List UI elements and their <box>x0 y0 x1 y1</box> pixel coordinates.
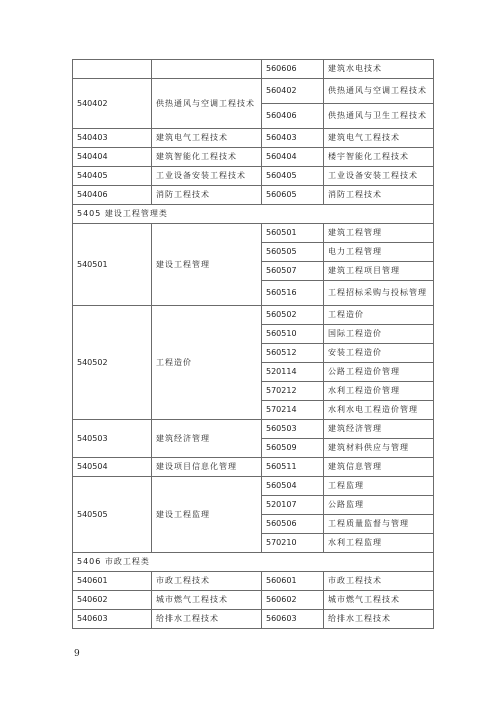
vocational-code-cell: 560403 <box>262 129 324 148</box>
category-row <box>73 205 434 224</box>
table-row <box>73 148 434 167</box>
vocational-code-cell: 570214 <box>262 401 324 420</box>
higher-name-cell: 工程造价 <box>152 306 262 420</box>
higher-code-cell: 540602 <box>73 591 152 610</box>
vocational-name-cell: 建筑电气工程技术 <box>324 129 434 148</box>
vocational-name-cell: 工程质量监督与管理 <box>324 515 434 534</box>
higher-code-cell: 540501 <box>73 224 152 306</box>
vocational-code-cell: 520114 <box>262 363 324 382</box>
vocational-code-cell: 560603 <box>262 610 324 629</box>
higher-name-cell: 给排水工程技术 <box>152 610 262 629</box>
higher-code-cell <box>73 60 152 79</box>
vocational-name-cell: 工程监理 <box>324 477 434 496</box>
vocational-name-cell: 水利工程造价管理 <box>324 382 434 401</box>
major-mapping-table <box>72 59 434 629</box>
vocational-name-cell: 建筑经济管理 <box>324 420 434 439</box>
vocational-code-cell: 560402 <box>262 79 324 104</box>
higher-code-cell: 540502 <box>73 306 152 420</box>
higher-code-cell: 540402 <box>73 79 152 129</box>
vocational-name-cell: 国际工程造价 <box>324 325 434 344</box>
table-row <box>73 477 434 496</box>
higher-code-cell: 540404 <box>73 148 152 167</box>
vocational-name-cell: 建筑水电技术 <box>324 60 434 79</box>
vocational-name-cell: 水利水电工程造价管理 <box>324 401 434 420</box>
higher-name-cell: 城市燃气工程技术 <box>152 591 262 610</box>
higher-code-cell: 540405 <box>73 167 152 186</box>
vocational-code-cell: 560602 <box>262 591 324 610</box>
vocational-code-cell: 570212 <box>262 382 324 401</box>
higher-name-cell: 建设工程监理 <box>152 477 262 553</box>
vocational-code-cell: 560406 <box>262 104 324 129</box>
vocational-code-cell: 560606 <box>262 60 324 79</box>
higher-name-cell: 建筑电气工程技术 <box>152 129 262 148</box>
category-heading: 5405 建设工程管理类 <box>73 205 434 224</box>
vocational-name-cell: 工程造价 <box>324 306 434 325</box>
vocational-code-cell: 560601 <box>262 572 324 591</box>
table-row <box>73 306 434 325</box>
vocational-code-cell: 560516 <box>262 281 324 306</box>
vocational-name-cell: 建筑材料供应与管理 <box>324 439 434 458</box>
vocational-code-cell: 560507 <box>262 262 324 281</box>
table-row <box>73 224 434 243</box>
vocational-name-cell: 建筑工程项目管理 <box>324 262 434 281</box>
table-row <box>73 572 434 591</box>
vocational-code-cell: 560511 <box>262 458 324 477</box>
vocational-code-cell: 560501 <box>262 224 324 243</box>
vocational-name-cell: 建筑信息管理 <box>324 458 434 477</box>
vocational-name-cell: 给排水工程技术 <box>324 610 434 629</box>
vocational-name-cell: 城市燃气工程技术 <box>324 591 434 610</box>
higher-code-cell: 540406 <box>73 186 152 205</box>
higher-name-cell: 建设项目信息化管理 <box>152 458 262 477</box>
higher-code-cell: 540601 <box>73 572 152 591</box>
higher-code-cell: 540403 <box>73 129 152 148</box>
vocational-name-cell: 消防工程技术 <box>324 186 434 205</box>
vocational-code-cell: 570210 <box>262 534 324 553</box>
higher-code-cell: 540503 <box>73 420 152 458</box>
higher-name-cell: 工业设备安装工程技术 <box>152 167 262 186</box>
vocational-code-cell: 560509 <box>262 439 324 458</box>
vocational-code-cell: 560605 <box>262 186 324 205</box>
vocational-code-cell: 560512 <box>262 344 324 363</box>
vocational-name-cell: 供热通风与卫生工程技术 <box>324 104 434 129</box>
higher-code-cell: 540603 <box>73 610 152 629</box>
category-row <box>73 553 434 572</box>
vocational-code-cell: 560502 <box>262 306 324 325</box>
higher-name-cell: 市政工程技术 <box>152 572 262 591</box>
vocational-code-cell: 560405 <box>262 167 324 186</box>
vocational-code-cell: 520107 <box>262 496 324 515</box>
table-row <box>73 420 434 439</box>
higher-name-cell <box>152 60 262 79</box>
vocational-name-cell: 楼宇智能化工程技术 <box>324 148 434 167</box>
higher-name-cell: 供热通风与空调工程技术 <box>152 79 262 129</box>
category-heading: 5406 市政工程类 <box>73 553 434 572</box>
higher-name-cell: 建筑智能化工程技术 <box>152 148 262 167</box>
vocational-code-cell: 560510 <box>262 325 324 344</box>
table-row <box>73 186 434 205</box>
vocational-name-cell: 公路工程造价管理 <box>324 363 434 382</box>
table-row <box>73 129 434 148</box>
vocational-name-cell: 工程招标采购与投标管理 <box>324 281 434 306</box>
table-row <box>73 79 434 104</box>
table-row <box>73 167 434 186</box>
vocational-code-cell: 560404 <box>262 148 324 167</box>
table-row <box>73 458 434 477</box>
higher-name-cell: 建设工程管理 <box>152 224 262 306</box>
page-number: 9 <box>74 649 80 659</box>
higher-name-cell: 建筑经济管理 <box>152 420 262 458</box>
higher-code-cell: 540505 <box>73 477 152 553</box>
vocational-name-cell: 工业设备安装工程技术 <box>324 167 434 186</box>
vocational-name-cell: 公路监理 <box>324 496 434 515</box>
vocational-name-cell: 安装工程造价 <box>324 344 434 363</box>
table-row <box>73 610 434 629</box>
vocational-code-cell: 560504 <box>262 477 324 496</box>
vocational-name-cell: 电力工程管理 <box>324 243 434 262</box>
table-row <box>73 60 434 79</box>
vocational-code-cell: 560506 <box>262 515 324 534</box>
vocational-name-cell: 市政工程技术 <box>324 572 434 591</box>
higher-name-cell: 消防工程技术 <box>152 186 262 205</box>
vocational-name-cell: 供热通风与空调工程技术 <box>324 79 434 104</box>
vocational-code-cell: 560503 <box>262 420 324 439</box>
higher-code-cell: 540504 <box>73 458 152 477</box>
vocational-name-cell: 水利工程监理 <box>324 534 434 553</box>
vocational-name-cell: 建筑工程管理 <box>324 224 434 243</box>
table-row <box>73 591 434 610</box>
vocational-code-cell: 560505 <box>262 243 324 262</box>
